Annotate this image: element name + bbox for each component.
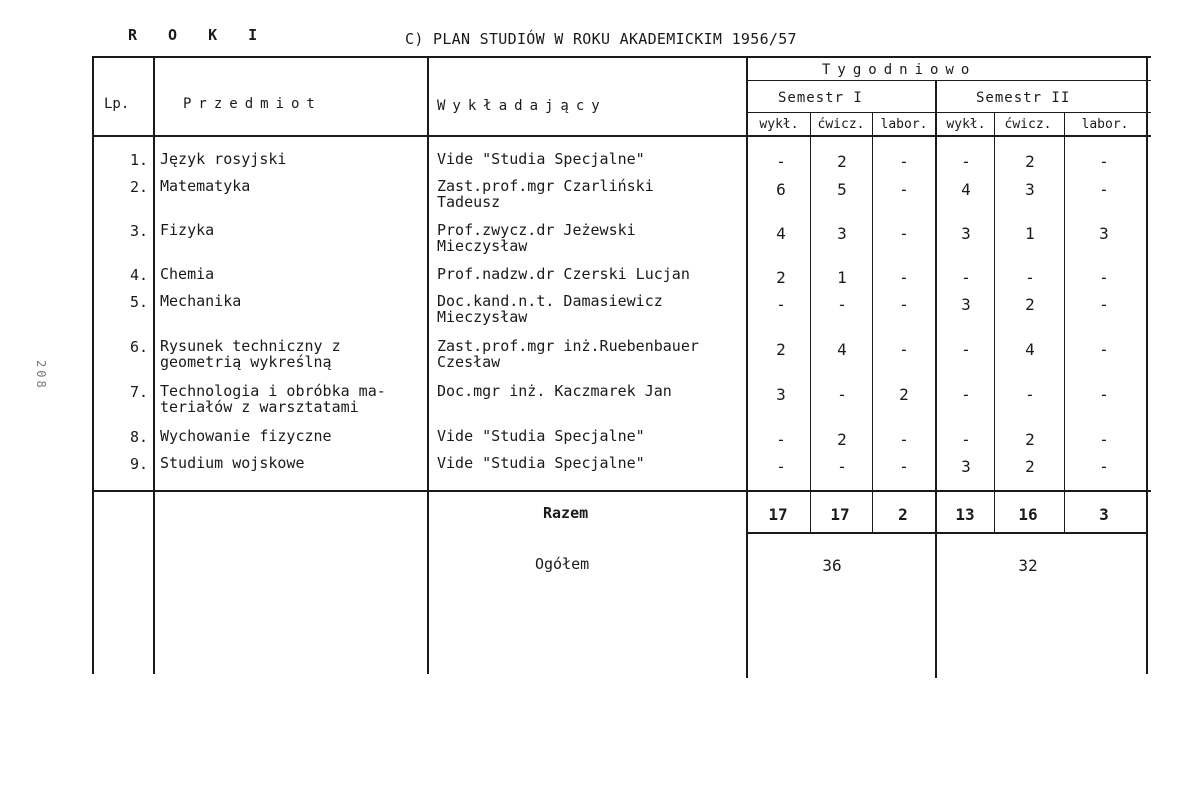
hours-cell: - bbox=[899, 152, 909, 171]
hours-cell: 2 bbox=[1025, 295, 1035, 314]
hours-cell: - bbox=[837, 385, 847, 404]
column-header-semester-2: Semestr II bbox=[976, 90, 1071, 106]
hours-cell: - bbox=[961, 340, 971, 359]
subheader-lecture-s2: wykł. bbox=[946, 117, 986, 132]
column-header-weekly: Tygodniowo bbox=[822, 62, 977, 78]
subject-name: Wychowanie fizyczne bbox=[160, 427, 332, 445]
hours-cell: - bbox=[1099, 457, 1109, 476]
hours-cell: 3 bbox=[1099, 224, 1109, 243]
lecturer-name-cont: Czesław bbox=[437, 353, 501, 371]
hours-cell: 2 bbox=[899, 385, 909, 404]
ogolem-total-s2: 32 bbox=[1018, 556, 1038, 575]
hours-cell: - bbox=[961, 385, 971, 404]
lecturer-name: Prof.zwycz.dr Jeżewski bbox=[437, 221, 636, 239]
lecturer-name: Vide "Studia Specjalne" bbox=[437, 427, 645, 445]
hours-cell: 3 bbox=[961, 224, 971, 243]
page-number-side: 208 bbox=[34, 360, 48, 391]
subheader-lecture-s1: wykł. bbox=[759, 117, 799, 132]
hours-cell: 4 bbox=[776, 224, 786, 243]
lecturer-name: Zast.prof.mgr inż.Ruebenbauer bbox=[437, 337, 699, 355]
hours-cell: - bbox=[899, 180, 909, 199]
column-header-lecturer: Wykładający bbox=[437, 98, 607, 114]
column-header-lp: Lp. bbox=[104, 96, 130, 112]
hours-cell: - bbox=[1099, 385, 1109, 404]
hours-cell: 4 bbox=[961, 180, 971, 199]
hours-cell: - bbox=[1099, 430, 1109, 449]
hours-cell: 3 bbox=[961, 295, 971, 314]
hours-cell: - bbox=[899, 340, 909, 359]
hours-cell: - bbox=[1099, 295, 1109, 314]
hours-cell: 1 bbox=[1025, 224, 1035, 243]
razem-total: 2 bbox=[898, 505, 908, 524]
row-number: 2. bbox=[129, 178, 148, 196]
hours-cell: - bbox=[961, 152, 971, 171]
row-number: 1. bbox=[129, 151, 148, 169]
subject-name: Matematyka bbox=[160, 177, 251, 195]
hours-cell: 2 bbox=[1025, 457, 1035, 476]
hours-cell: - bbox=[776, 295, 786, 314]
hours-cell: - bbox=[776, 152, 786, 171]
hours-cell: 3 bbox=[837, 224, 847, 243]
row-number: 5. bbox=[129, 293, 148, 311]
subheader-lab-s2: labor. bbox=[1081, 117, 1129, 132]
hours-cell: - bbox=[837, 295, 847, 314]
hours-cell: - bbox=[899, 430, 909, 449]
ogolem-total-s1: 36 bbox=[822, 556, 842, 575]
hours-cell: - bbox=[1099, 180, 1109, 199]
hours-cell: 3 bbox=[776, 385, 786, 404]
subheader-exercise-s1: ćwicz. bbox=[817, 117, 865, 132]
hours-cell: - bbox=[1099, 268, 1109, 287]
subject-name: Technologia i obróbka ma- bbox=[160, 382, 386, 400]
subject-name: Fizyka bbox=[160, 221, 215, 239]
hours-cell: 6 bbox=[776, 180, 786, 199]
subject-name: Mechanika bbox=[160, 292, 242, 310]
subject-name: Studium wojskowe bbox=[160, 454, 305, 472]
subject-name: Chemia bbox=[160, 265, 215, 283]
row-number: 3. bbox=[129, 222, 148, 240]
hours-cell: - bbox=[961, 430, 971, 449]
row-number: 9. bbox=[129, 455, 148, 473]
ogolem-label: Ogółem bbox=[535, 555, 590, 573]
hours-cell: 2 bbox=[1025, 430, 1035, 449]
hours-cell: 2 bbox=[776, 340, 786, 359]
hours-cell: 2 bbox=[776, 268, 786, 287]
razem-total: 17 bbox=[768, 505, 788, 524]
hours-cell: - bbox=[961, 268, 971, 287]
subject-name-cont: geometrią wykreślną bbox=[160, 353, 332, 371]
hours-cell: 4 bbox=[837, 340, 847, 359]
razem-label: Razem bbox=[543, 504, 589, 522]
row-number: 4. bbox=[129, 266, 148, 284]
lecturer-name-cont: Mieczysław bbox=[437, 308, 528, 326]
lecturer-name: Zast.prof.mgr Czarliński bbox=[437, 177, 654, 195]
hours-cell: 1 bbox=[837, 268, 847, 287]
year-label: R O K I bbox=[128, 26, 269, 44]
hours-cell: 2 bbox=[1025, 152, 1035, 171]
hours-cell: 2 bbox=[837, 430, 847, 449]
razem-total: 13 bbox=[955, 505, 975, 524]
hours-cell: - bbox=[1099, 152, 1109, 171]
hours-cell: - bbox=[1025, 268, 1035, 287]
hours-cell: - bbox=[899, 224, 909, 243]
lecturer-name: Vide "Studia Specjalne" bbox=[437, 454, 645, 472]
row-number: 6. bbox=[129, 338, 148, 356]
row-number: 7. bbox=[129, 383, 148, 401]
razem-total: 3 bbox=[1099, 505, 1109, 524]
hours-cell: - bbox=[899, 268, 909, 287]
lecturer-name: Vide "Studia Specjalne" bbox=[437, 150, 645, 168]
subject-name: Rysunek techniczny z bbox=[160, 337, 341, 355]
column-header-semester-1: Semestr I bbox=[778, 90, 863, 106]
hours-cell: 2 bbox=[837, 152, 847, 171]
hours-cell: - bbox=[776, 457, 786, 476]
razem-total: 16 bbox=[1018, 505, 1038, 524]
hours-cell: 4 bbox=[1025, 340, 1035, 359]
row-number: 8. bbox=[129, 428, 148, 446]
hours-cell: - bbox=[1099, 340, 1109, 359]
razem-total: 17 bbox=[830, 505, 850, 524]
subheader-exercise-s2: ćwicz. bbox=[1004, 117, 1052, 132]
hours-cell: - bbox=[837, 457, 847, 476]
subject-name-cont: teriałów z warsztatami bbox=[160, 398, 359, 416]
hours-cell: - bbox=[1025, 385, 1035, 404]
lecturer-name-cont: Mieczysław bbox=[437, 237, 528, 255]
hours-cell: - bbox=[776, 430, 786, 449]
column-header-subject: Przedmiot bbox=[183, 96, 322, 112]
lecturer-name-cont: Tadeusz bbox=[437, 193, 501, 211]
lecturer-name: Doc.kand.n.t. Damasiewicz bbox=[437, 292, 663, 310]
hours-cell: 5 bbox=[837, 180, 847, 199]
hours-cell: - bbox=[899, 457, 909, 476]
document-title: C) PLAN STUDIÓW W ROKU AKADEMICKIM 1956/57 bbox=[405, 30, 797, 48]
subheader-lab-s1: labor. bbox=[880, 117, 928, 132]
hours-cell: 3 bbox=[961, 457, 971, 476]
lecturer-name: Doc.mgr inż. Kaczmarek Jan bbox=[437, 382, 672, 400]
hours-cell: - bbox=[899, 295, 909, 314]
lecturer-name: Prof.nadzw.dr Czerski Lucjan bbox=[437, 265, 690, 283]
subject-name: Język rosyjski bbox=[160, 150, 287, 168]
hours-cell: 3 bbox=[1025, 180, 1035, 199]
